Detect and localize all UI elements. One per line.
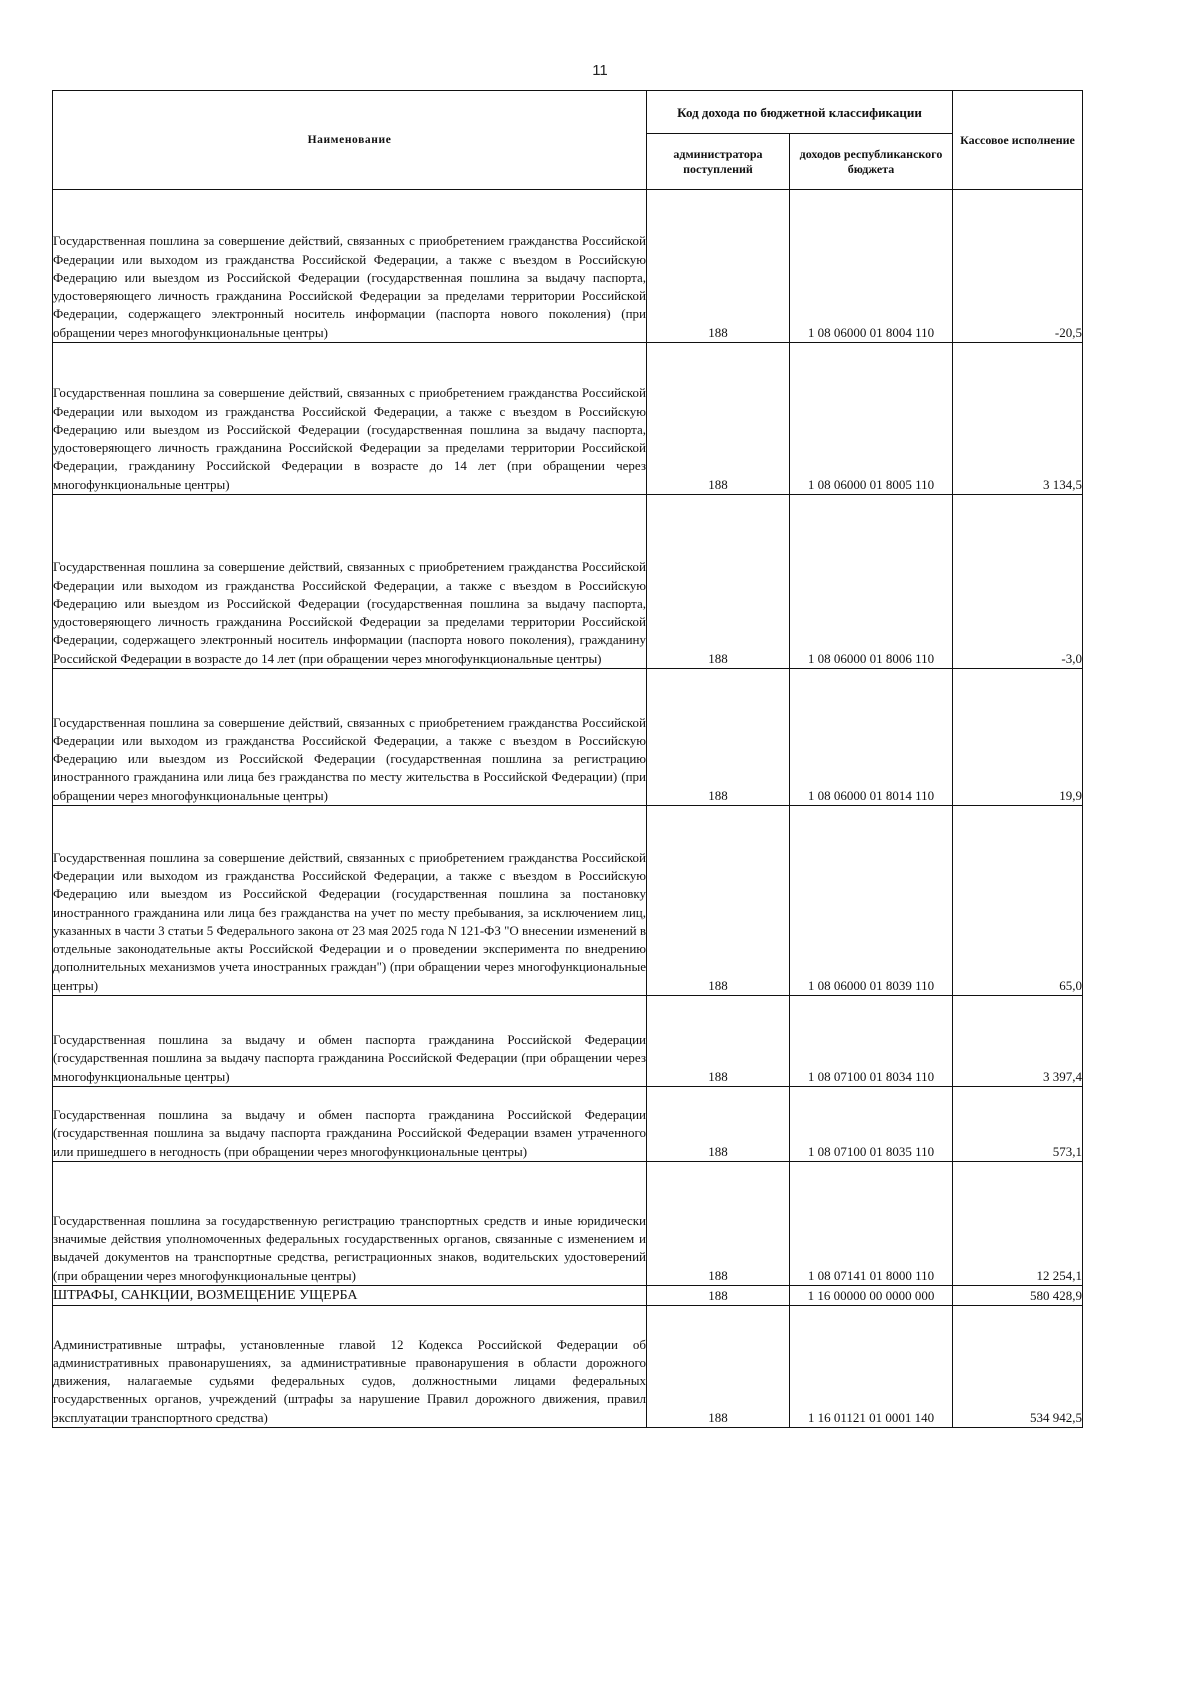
table-row [53, 190, 1083, 343]
header-code-group: Код дохода по бюджетной классификации [647, 91, 953, 134]
row-name: Государственная пошлина за совершение действий, связанных с приобретением гражданства Российской Федерации или выходом из гражданства Российской Федерации, а также с въездом в Российскую Федерацию или выездом из Российской Федерации (государственная пошлина за постановку иностранного гражданина или лица без гражданства на учет по месту пребывания, за исключением лиц, указанных в части 3 статьи 5 Федерального закона от 23 мая 2025 года N 121-ФЗ "О внесении изменений в отдельные законодательные акты Российской Федерации и о проведении эксперимента по внедрению дополнительных механизмов учета иностранных граждан") (при обращении через многофункциональные центры) [53, 806, 647, 996]
row-admin-code: 188 [647, 1162, 790, 1286]
row-amount: -20,5 [953, 190, 1083, 343]
table-row-section [53, 1286, 1083, 1306]
row-revenue-code: 1 08 06000 01 8004 110 [790, 190, 953, 343]
row-amount: 534 942,5 [953, 1306, 1083, 1428]
table-row [53, 1162, 1083, 1286]
header-revenue: доходов республиканского бюджета [790, 134, 953, 190]
row-amount: 573,1 [953, 1087, 1083, 1162]
row-amount: 580 428,9 [953, 1286, 1083, 1306]
row-admin-code: 188 [647, 1087, 790, 1162]
row-name: Государственная пошлина за государственную регистрацию транспортных средств и иные юридически значимые действия уполномоченных федеральных государственных органов, связанные с изменением и выдачей документов на транспортные средства, регистрационных знаков, водительских удостоверений (при обращении через многофункциональные центры) [53, 1162, 647, 1286]
row-admin-code: 188 [647, 343, 790, 495]
budget-revenue-table [52, 90, 1083, 1428]
row-name: Государственная пошлина за совершение действий, связанных с приобретением гражданства Российской Федерации или выходом из гражданства Российской Федерации, а также с въездом в Российскую Федерацию или выездом из Российской Федерации (государственная пошлина за регистрацию иностранного гражданина или лица без гражданства по месту жительства в Российской Федерации) (при обращении через многофункциональные центры) [53, 669, 647, 806]
table-row [53, 669, 1083, 806]
row-revenue-code: 1 16 01121 01 0001 140 [790, 1306, 953, 1428]
row-revenue-code: 1 08 07100 01 8035 110 [790, 1087, 953, 1162]
row-revenue-code: 1 08 07100 01 8034 110 [790, 996, 953, 1087]
row-revenue-code: 1 08 06000 01 8039 110 [790, 806, 953, 996]
row-admin-code: 188 [647, 806, 790, 996]
row-amount: 12 254,1 [953, 1162, 1083, 1286]
row-name: Государственная пошлина за совершение действий, связанных с приобретением гражданства Российской Федерации или выходом из гражданства Российской Федерации, а также с въездом в Российскую Федерацию или выездом из Российской Федерации (государственная пошлина за выдачу паспорта, удостоверяющего личность гражданина Российской Федерации за пределами территории Российской Федерации, гражданину Российской Федерации в возрасте до 14 лет (при обращении через многофункциональные центры) [53, 343, 647, 495]
row-revenue-code: 1 08 06000 01 8014 110 [790, 669, 953, 806]
table-row [53, 1087, 1083, 1162]
row-amount: -3,0 [953, 495, 1083, 669]
row-amount: 3 134,5 [953, 343, 1083, 495]
row-amount: 65,0 [953, 806, 1083, 996]
row-name: Государственная пошлина за выдачу и обмен паспорта гражданина Российской Федерации (государственная пошлина за выдачу паспорта гражданина Российской Федерации (при обращении через многофункциональные центры) [53, 996, 647, 1087]
page-number: 11 [592, 62, 608, 79]
row-name: Государственная пошлина за совершение действий, связанных с приобретением гражданства Российской Федерации или выходом из гражданства Российской Федерации, а также с въездом в Российскую Федерацию или выездом из Российской Федерации (государственная пошлина за выдачу паспорта, удостоверяющего личность гражданина Российской Федерации за пределами территории Российской Федерации, содержащего электронный носитель информации (паспорта нового поколения), гражданину Российской Федерации в возрасте до 14 лет (при обращении через многофункциональные центры) [53, 495, 647, 669]
row-name: Государственная пошлина за совершение действий, связанных с приобретением гражданства Российской Федерации или выходом из гражданства Российской Федерации, а также с въездом в Российскую Федерацию или выездом из Российской Федерации (государственная пошлина за выдачу паспорта, удостоверяющего личность гражданина Российской Федерации за пределами территории Российской Федерации, содержащего электронный носитель информации (паспорта нового поколения) (при обращении через многофункциональные центры) [53, 190, 647, 343]
row-revenue-code: 1 08 06000 01 8005 110 [790, 343, 953, 495]
header-execution: Кассовое исполнение [953, 91, 1083, 190]
row-admin-code: 188 [647, 1306, 790, 1428]
row-revenue-code: 1 08 07141 01 8000 110 [790, 1162, 953, 1286]
row-admin-code: 188 [647, 495, 790, 669]
row-revenue-code: 1 16 00000 00 0000 000 [790, 1286, 953, 1306]
row-admin-code: 188 [647, 996, 790, 1087]
table-row [53, 806, 1083, 996]
row-admin-code: 188 [647, 1286, 790, 1306]
table-row [53, 996, 1083, 1087]
table-row [53, 343, 1083, 495]
row-admin-code: 188 [647, 190, 790, 343]
table-row [53, 495, 1083, 669]
row-admin-code: 188 [647, 669, 790, 806]
row-name: Государственная пошлина за выдачу и обмен паспорта гражданина Российской Федерации (государственная пошлина за выдачу паспорта гражданина Российской Федерации взамен утраченного или пришедшего в негодность (при обращении через многофункциональные центры) [53, 1087, 647, 1162]
row-revenue-code: 1 08 06000 01 8006 110 [790, 495, 953, 669]
table-row [53, 1306, 1083, 1428]
row-amount: 3 397,4 [953, 996, 1083, 1087]
row-name: ШТРАФЫ, САНКЦИИ, ВОЗМЕЩЕНИЕ УЩЕРБА [53, 1286, 647, 1306]
row-name: Административные штрафы, установленные главой 12 Кодекса Российской Федерации об административных правонарушениях, за административные правонарушения в области дорожного движения, налагаемые судьями федеральных судов, должностными лицами федеральных государственных органов, учреждений (штрафы за нарушение Правил дорожного движения, правил эксплуатации транспортного средства) [53, 1306, 647, 1428]
row-amount: 19,9 [953, 669, 1083, 806]
header-name: Наименование [53, 91, 647, 190]
header-admin: администратора поступлений [647, 134, 790, 190]
